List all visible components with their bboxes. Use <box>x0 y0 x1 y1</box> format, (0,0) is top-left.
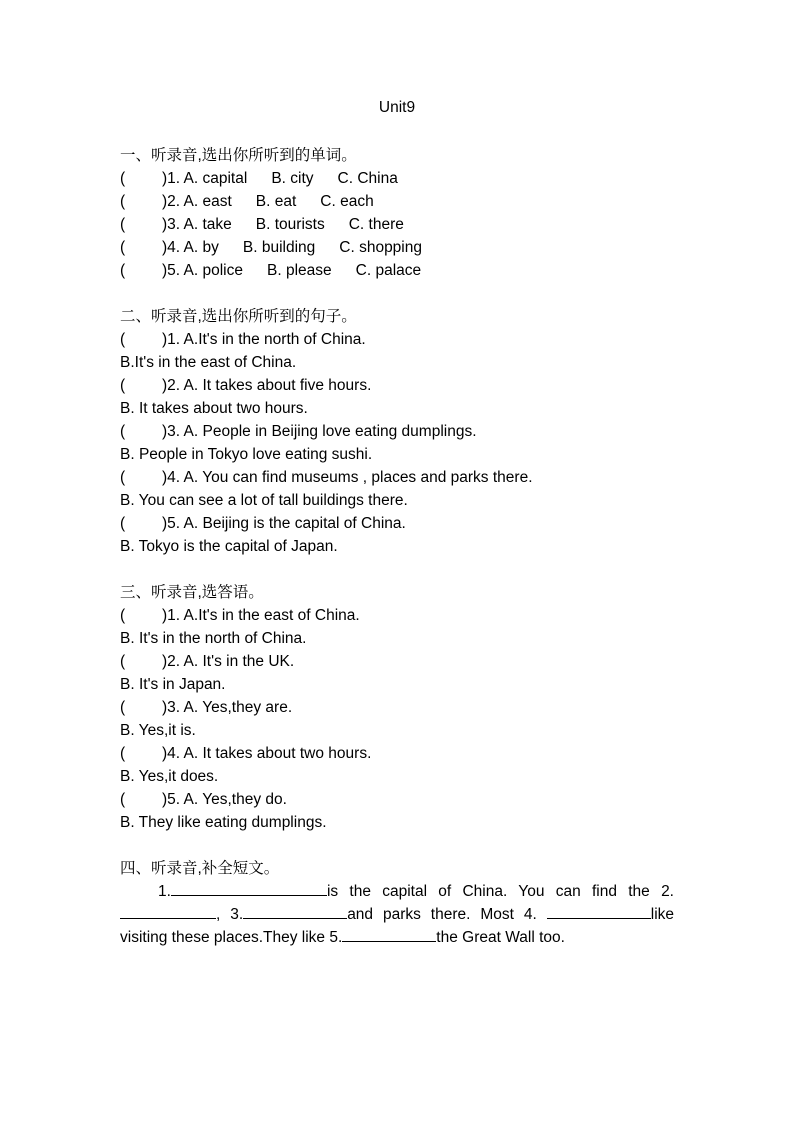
option-a: A. It takes about two hours. <box>183 745 372 762</box>
option-b: B. You can see a lot of tall buildings there. <box>120 492 408 509</box>
passage-text: and parks there. Most 4. <box>347 906 537 923</box>
question-row <box>120 167 674 190</box>
passage-text: the Great Wall too. <box>436 929 565 946</box>
option-b: B. building <box>242 239 316 256</box>
section-heading: 二、听录音,选出你所听到的句子。 <box>120 308 357 325</box>
section-heading: 四、听录音,补全短文。 <box>120 860 280 877</box>
question-number: )3. <box>162 423 181 440</box>
question-number: )1. <box>162 170 181 187</box>
option-a: A. police <box>183 262 243 279</box>
option-a: A. capital <box>183 170 248 187</box>
fill-blank-5[interactable] <box>342 926 436 942</box>
option-a: A.It's in the east of China. <box>183 607 360 624</box>
fill-blank-2[interactable] <box>120 903 216 919</box>
question-row <box>120 328 674 351</box>
option-b: B. tourists <box>255 216 325 233</box>
option-a: A. Yes,they are. <box>183 699 293 716</box>
option-a: A. take <box>183 216 232 233</box>
question-row <box>120 742 674 765</box>
answer-bracket[interactable]: ( <box>120 262 126 279</box>
option-b: B. city <box>271 170 314 187</box>
question-number: )4. <box>162 469 181 486</box>
option-b: B. eat <box>255 193 297 210</box>
answer-bracket[interactable]: ( <box>120 239 126 256</box>
answer-bracket[interactable]: ( <box>120 331 126 348</box>
answer-bracket[interactable]: ( <box>120 653 126 670</box>
blank-number: 2. <box>661 883 674 900</box>
question-row <box>120 466 674 489</box>
answer-bracket[interactable]: ( <box>120 699 126 716</box>
question-number: )3. <box>162 216 181 233</box>
section-word-choice <box>120 144 674 282</box>
question-row <box>120 696 674 719</box>
section-heading: 三、听录音,选答语。 <box>120 584 264 601</box>
option-a: A. by <box>183 239 219 256</box>
question-number: )2. <box>162 653 181 670</box>
answer-bracket[interactable]: ( <box>120 469 126 486</box>
question-row <box>120 190 674 213</box>
question-row <box>120 604 674 627</box>
question-row <box>120 259 674 282</box>
option-b: B. Yes,it does. <box>120 768 219 785</box>
option-a: A. You can find museums , places and parks there. <box>183 469 533 486</box>
question-number: )2. <box>162 377 181 394</box>
blank-number: 3. <box>230 906 244 923</box>
question-number: )5. <box>162 515 181 532</box>
answer-bracket[interactable]: ( <box>120 745 126 762</box>
passage-text: is the capital of China. You can find the <box>326 883 650 900</box>
question-number: )5. <box>162 791 181 808</box>
option-c: C. shopping <box>339 239 422 256</box>
answer-bracket[interactable]: ( <box>120 216 126 233</box>
section-response-choice <box>120 581 674 834</box>
option-c: C. each <box>320 193 374 210</box>
question-row <box>120 650 674 673</box>
answer-bracket[interactable]: ( <box>120 423 126 440</box>
option-a: A. People in Beijing love eating dumplings. <box>183 423 477 440</box>
option-c: C. there <box>348 216 404 233</box>
question-row <box>120 213 674 236</box>
cloze-paragraph <box>120 880 674 949</box>
question-number: )1. <box>162 607 181 624</box>
worksheet-content <box>120 144 674 972</box>
option-a: A.It's in the north of China. <box>183 331 366 348</box>
answer-bracket[interactable]: ( <box>120 607 126 624</box>
option-b: B. People in Tokyo love eating sushi. <box>120 446 373 463</box>
option-b: B. It's in the north of China. <box>120 630 307 647</box>
section-sentence-choice <box>120 305 674 558</box>
option-b: B. please <box>267 262 332 279</box>
fill-blank-3[interactable] <box>243 903 347 919</box>
option-b: B. Tokyo is the capital of Japan. <box>120 538 338 555</box>
option-b: B. It takes about two hours. <box>120 400 308 417</box>
option-c: C. China <box>337 170 398 187</box>
question-number: )4. <box>162 745 181 762</box>
passage-text: , <box>216 906 221 923</box>
option-a: A. Beijing is the capital of China. <box>183 515 406 532</box>
option-b: B.It's in the east of China. <box>120 354 297 371</box>
question-row <box>120 788 674 811</box>
question-number: )4. <box>162 239 181 256</box>
option-c: C. palace <box>355 262 422 279</box>
answer-bracket[interactable]: ( <box>120 515 126 532</box>
question-number: )1. <box>162 331 181 348</box>
page-title: Unit9 <box>378 99 416 116</box>
question-number: )5. <box>162 262 181 279</box>
section-heading: 一、听录音,选出你所听到的单词。 <box>120 147 357 164</box>
question-row <box>120 420 674 443</box>
option-a: A. It's in the UK. <box>183 653 295 670</box>
answer-bracket[interactable]: ( <box>120 377 126 394</box>
section-cloze-passage <box>120 857 674 949</box>
fill-blank-1[interactable] <box>171 880 327 896</box>
option-a: A. It takes about five hours. <box>183 377 372 394</box>
option-a: A. east <box>183 193 232 210</box>
passage-text: like visiting these places.They like 5. <box>120 906 675 946</box>
question-number: )2. <box>162 193 181 210</box>
option-a: A. Yes,they do. <box>183 791 287 808</box>
fill-blank-4[interactable] <box>547 903 651 919</box>
question-row <box>120 512 674 535</box>
answer-bracket[interactable]: ( <box>120 193 126 210</box>
answer-bracket[interactable]: ( <box>120 170 126 187</box>
answer-bracket[interactable]: ( <box>120 791 126 808</box>
question-number: )3. <box>162 699 181 716</box>
blank-number: 1. <box>158 883 171 900</box>
option-b: B. It's in Japan. <box>120 676 226 693</box>
question-row <box>120 236 674 259</box>
question-row <box>120 374 674 397</box>
option-b: B. Yes,it is. <box>120 722 196 739</box>
option-b: B. They like eating dumplings. <box>120 814 327 831</box>
